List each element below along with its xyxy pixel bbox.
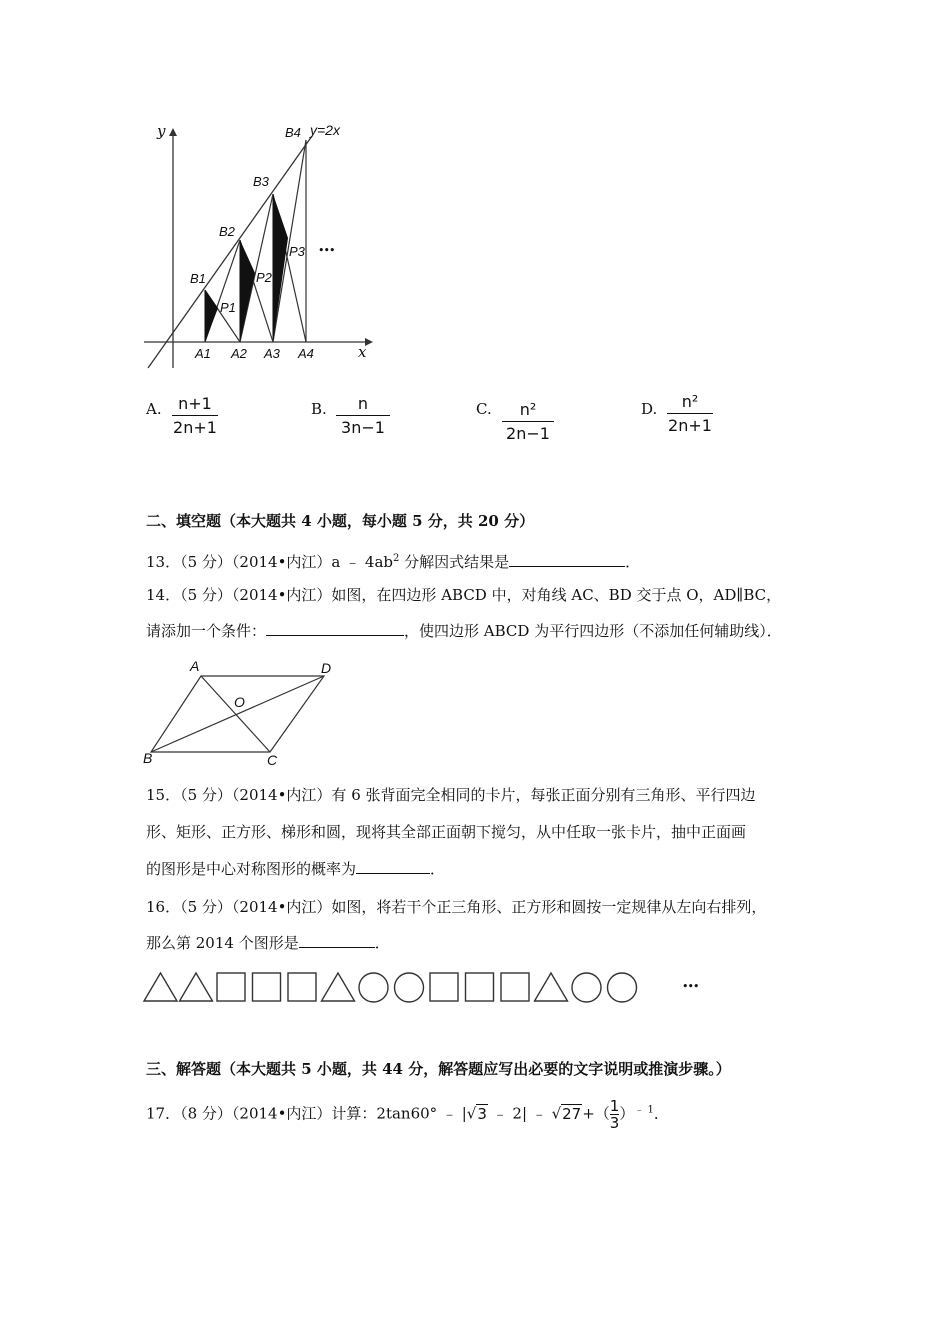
q13-prefix: 13．（5 分）（2014•内江）a ﹣ 4ab	[146, 553, 393, 571]
q17-exponent: ﹣ 1	[634, 1104, 654, 1116]
option-a-letter: A.	[146, 400, 162, 418]
q13-suffix: 分解因式结果是	[399, 553, 510, 571]
label-b2: B2	[219, 224, 235, 239]
shape-triangle	[144, 973, 177, 1001]
sqrt-3-radicand: 3	[477, 1104, 487, 1123]
shape-triangle	[322, 973, 355, 1001]
option-b-num: n	[357, 394, 369, 413]
option-c-fraction	[502, 400, 554, 443]
option-b-den: 3n−1	[341, 418, 385, 437]
line-label: y=2x	[310, 122, 340, 138]
figure-line-triangles	[140, 118, 375, 370]
label-p3: P3	[289, 244, 305, 259]
fraction-one-third	[610, 1098, 620, 1131]
figure-parallelogram	[140, 660, 340, 770]
shape-circle	[395, 973, 424, 1002]
question-14-line2	[146, 621, 782, 641]
option-d-num: n²	[681, 392, 699, 411]
option-a-fraction	[172, 394, 218, 437]
label-a1: A1	[195, 346, 211, 361]
label-a2: A2	[231, 346, 247, 361]
shape-triangle	[535, 973, 568, 1001]
question-17	[146, 1098, 669, 1131]
question-16-line2	[146, 933, 390, 953]
label-a: A	[190, 658, 200, 674]
label-c: C	[267, 752, 278, 768]
label-p1: P1	[220, 300, 236, 315]
q13-sup: 2	[393, 553, 400, 564]
x-axis-label: x	[358, 343, 367, 361]
section-3-heading: 三、解答题（本大题共 5 小题，共 44 分，解答题应写出必要的文字说明或推演步骤。）	[146, 1060, 731, 1078]
label-b3: B3	[253, 174, 269, 189]
q16-prompt: 那么第 2014 个图形是	[146, 934, 299, 952]
label-b4: B4	[285, 125, 301, 140]
option-b-letter: B.	[311, 400, 327, 418]
y-axis-label: y	[157, 122, 166, 140]
question-15-line1: 15．（5 分）（2014•内江）有 6 张背面完全相同的卡片，每张正面分别有三角形、平行四边	[146, 786, 756, 804]
label-a4: A4	[298, 346, 314, 361]
sqrt-27-radicand: 27	[562, 1104, 582, 1123]
shape-square	[288, 973, 316, 1001]
shaded-triangle-2	[240, 240, 255, 342]
shape-sequence	[140, 968, 660, 1008]
question-13	[146, 549, 640, 572]
label-b: B	[143, 750, 153, 766]
q17-close: ）	[619, 1104, 635, 1123]
option-a-num: n+1	[178, 394, 212, 413]
q15-answer-blank[interactable]	[356, 859, 430, 874]
question-15-line3	[146, 859, 445, 879]
label-a3: A3	[264, 346, 280, 361]
question-16-line1: 16．（5 分）（2014•内江）如图，将若干个正三角形、正方形和圆按一定规律从左向右排列，	[146, 898, 767, 916]
option-c-num: n²	[519, 400, 537, 419]
option-a-den: 2n+1	[173, 418, 217, 437]
shaded-triangle-1	[205, 290, 218, 342]
shape-square	[466, 973, 494, 1001]
shape-triangle	[180, 973, 213, 1001]
question-14-line1: 14．（5 分）（2014•内江）如图，在四边形 ABCD 中，对角线 AC、BD 交于点 O，AD∥BC，	[146, 586, 782, 604]
q13-end: ．	[625, 553, 641, 571]
sqrt-27: √27	[551, 1104, 582, 1123]
q17-end: ．	[653, 1104, 669, 1123]
section-2-heading: 二、填空题（本大题共 4 小题，每小题 5 分，共 20 分）	[146, 512, 535, 530]
q16-answer-blank[interactable]	[299, 933, 375, 948]
shaded-triangle-3	[273, 194, 288, 342]
y-axis-arrow	[169, 128, 177, 136]
option-d-letter: D.	[641, 400, 658, 418]
fraction-num: 1	[609, 1097, 620, 1115]
q14-answer-blank[interactable]	[266, 621, 404, 636]
q13-answer-blank[interactable]	[509, 552, 625, 567]
option-c-letter: C.	[476, 400, 492, 418]
shape-square	[501, 973, 529, 1001]
option-d-fraction	[667, 392, 713, 435]
shape-sequence-dots: •••	[682, 980, 699, 993]
q17-prefix: 17．（8 分）（2014•内江）计算：2tan60° ﹣ |	[146, 1104, 467, 1123]
option-c-den: 2n−1	[506, 424, 550, 443]
shape-circle	[359, 973, 388, 1002]
label-p2: P2	[256, 270, 272, 285]
fraction-den: 3	[609, 1114, 620, 1132]
q15-end: ．	[430, 860, 446, 878]
q17-mid2: +（	[582, 1104, 610, 1123]
q14-prompt: 请添加一个条件：	[146, 622, 267, 640]
q15-prompt: 的图形是中心对称图形的概率为	[146, 860, 357, 878]
shape-square	[430, 973, 458, 1001]
shape-square	[253, 973, 281, 1001]
shape-square	[217, 973, 245, 1001]
sqrt-3: √3	[466, 1104, 487, 1123]
continuation-dots: •••	[318, 244, 335, 257]
shape-circle	[608, 973, 637, 1002]
q16-end: ．	[374, 934, 390, 952]
diagonal-bd	[151, 676, 324, 752]
shape-circle	[572, 973, 601, 1002]
option-d-den: 2n+1	[668, 416, 712, 435]
option-b-fraction	[336, 394, 390, 437]
question-15-line2: 形、矩形、正方形、梯形和圆，现将其全部正面朝下搅匀，从中任取一张卡片，抽中正面画	[146, 823, 747, 841]
label-d: D	[321, 660, 332, 676]
label-b1: B1	[190, 271, 206, 286]
diagonal-ac	[201, 676, 270, 752]
label-o: O	[234, 694, 245, 710]
q14-rest: ，使四边形 ABCD 为平行四边形（不添加任何辅助线）．	[404, 622, 782, 640]
q17-mid1: ﹣ 2| ﹣	[487, 1104, 552, 1123]
